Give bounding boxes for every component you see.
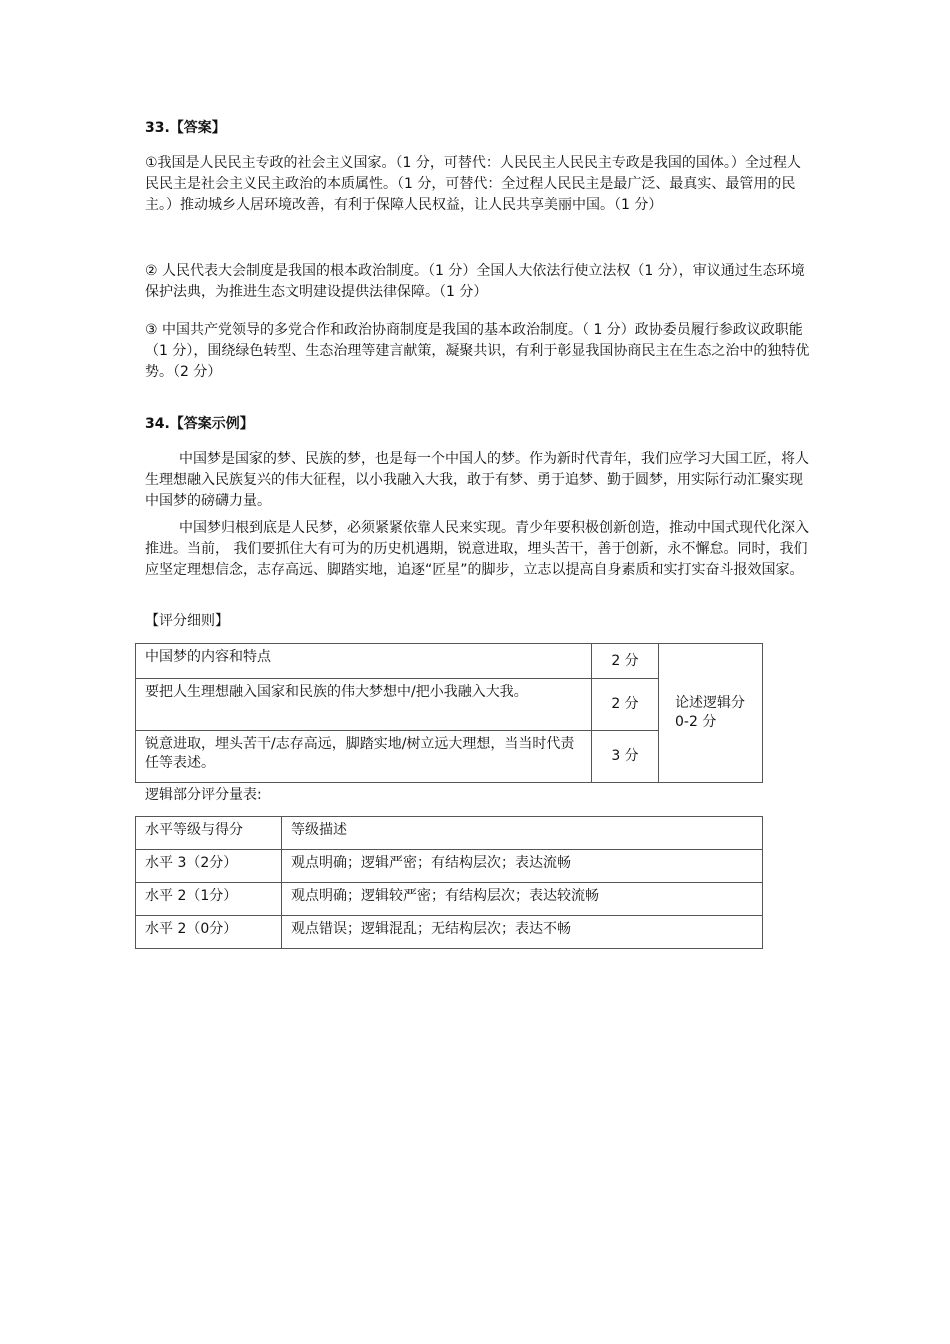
level-cell: 水平 3（2分）	[136, 850, 282, 883]
description-cell: 观点错误；逻辑混乱；无结构层次；表达不畅	[282, 916, 763, 949]
q33-answer-point-1: ①我国是人民民主专政的社会主义国家。（1 分，可替代：人民民主人民民主专政是我国的国体。）全过程人民民主是社会主义民主政治的本质属性。（1 分，可替代：全过程人民民主是最广泛、最真实、最管用的民主。）推动城乡人居环境改善，有利于保障人民权益，让人民共享美丽中国。（1 分）	[145, 155, 801, 213]
logic-score-note: 论述逻辑分 0-2 分	[659, 644, 763, 783]
table-row	[136, 644, 763, 679]
scoring-points: 3 分	[592, 731, 659, 783]
table-row	[136, 817, 763, 850]
scoring-points: 2 分	[592, 679, 659, 731]
q34-paragraph-1: 中国梦是国家的梦、民族的梦，也是每一个中国人的梦。作为新时代青年，我们应学习大国工匠，将人生理想融入民族复兴的伟大征程，以小我融入大我，敢于有梦、勇于追梦、勤于圆梦，用实际行动汇聚实现中国梦的磅礴力量。	[145, 451, 809, 509]
level-cell: 水平 2（1分）	[136, 883, 282, 916]
logic-level-table	[135, 816, 763, 949]
level-header: 水平等级与得分	[136, 817, 282, 850]
q33-heading: 33.【答案】	[145, 120, 226, 136]
q33-answer-point-3: ③ 中国共产党领导的多党合作和政治协商制度是我国的基本政治制度。（ 1 分）政协委员履行参政议政职能（1 分），围绕绿色转型、生态治理等建言献策，凝聚共识，有利于彰显我国协商民主在生态之治中的独特优势。（2 分）	[145, 322, 810, 380]
scoring-heading: 【评分细则】	[145, 613, 229, 629]
scoring-points: 2 分	[592, 644, 659, 679]
q34-paragraph-2: 中国梦归根到底是人民梦，必须紧紧依靠人民来实现。青少年要积极创新创造，推动中国式现代化深入推进。当前， 我们要抓住大有可为的历史机遇期，锐意进取，埋头苦干，善于创新，永不懈怠。同时，我们应坚定理想信念，志存高远、脚踏实地，追逐“匠星”的脚步，立志以提高自身素质和实打实奋斗报效国家。	[145, 520, 809, 578]
q34-heading: 34.【答案示例】	[145, 416, 254, 432]
scoring-item: 中国梦的内容和特点	[136, 644, 592, 679]
description-header: 等级描述	[282, 817, 763, 850]
table-row	[136, 850, 763, 883]
description-cell: 观点明确；逻辑严密；有结构层次；表达流畅	[282, 850, 763, 883]
scoring-item: 要把人生理想融入国家和民族的伟大梦想中/把小我融入大我。	[136, 679, 592, 731]
level-cell: 水平 2（0分）	[136, 916, 282, 949]
scoring-item: 锐意进取，埋头苦干/志存高远，脚踏实地/树立远大理想，当当时代责任等表述。	[136, 731, 592, 783]
logic-table-caption: 逻辑部分评分量表:	[145, 787, 262, 803]
table-row	[136, 883, 763, 916]
scoring-table	[135, 643, 763, 783]
description-cell: 观点明确；逻辑较严密；有结构层次；表达较流畅	[282, 883, 763, 916]
table-row	[136, 916, 763, 949]
q33-answer-point-2: ② 人民代表大会制度是我国的根本政治制度。（1 分）全国人大依法行使立法权（1 分），审议通过生态环境保护法典，为推进生态文明建设提供法律保障。（1 分）	[145, 263, 805, 300]
